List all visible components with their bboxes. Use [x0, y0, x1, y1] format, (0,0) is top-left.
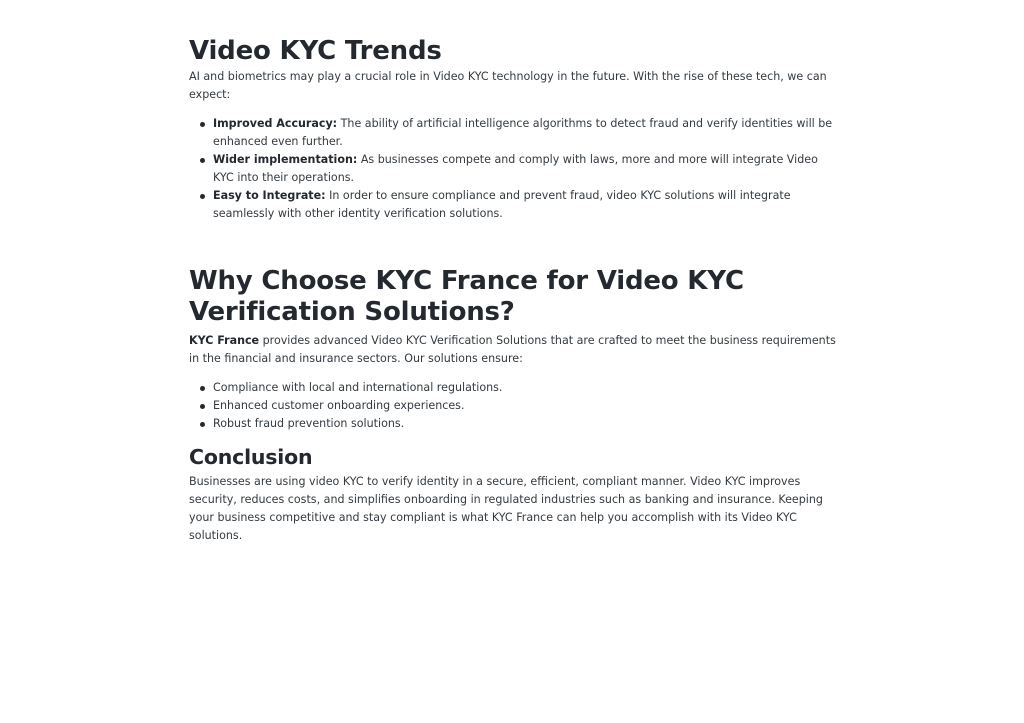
list-item: Compliance with local and international regulations. — [213, 379, 837, 397]
list-item-text: In order to ensure compliance and prevent fraud, video KYC solutions will integrate seamlessly with other identity verification solutions. — [213, 189, 791, 220]
intro-text: provides advanced Video KYC Verification Solutions that are crafted to meet the business requirements in the financial and insurance sectors. Our solutions ensure: — [189, 334, 836, 365]
list-item: Robust fraud prevention solutions. — [213, 415, 837, 433]
list-item-label: Easy to Integrate: — [213, 189, 326, 202]
list-item: Enhanced customer onboarding experiences. — [213, 397, 837, 415]
section-title-why-choose: Why Choose KYC France for Video KYC Verification Solutions? — [189, 266, 744, 327]
trends-list — [189, 115, 837, 223]
section-intro-why — [189, 332, 837, 368]
list-item-text: As businesses compete and comply with laws, more and more will integrate Video KYC into their operations. — [213, 153, 818, 184]
list-item — [213, 115, 837, 151]
list-item — [213, 151, 837, 187]
section-title-video-kyc-trends: Video KYC Trends — [189, 36, 442, 66]
benefits-list — [189, 379, 837, 433]
list-item-text: The ability of artificial intelligence algorithms to detect fraud and verify identities will be enhanced even further. — [213, 117, 833, 148]
list-item — [213, 187, 837, 223]
conclusion-paragraph: Businesses are using video KYC to verify identity in a secure, efficient, compliant manner. Video KYC improves security, reduces costs, and simplifies onboarding in regulated industries such as banking and insurance. Keeping your business competitive and stay compliant is what KYC France can help you accomplish with its Video KYC solutions. — [189, 475, 823, 542]
article-content — [189, 36, 837, 545]
brand-name: KYC France — [189, 334, 260, 347]
list-item-label: Improved Accuracy: — [213, 117, 338, 130]
list-item-label: Wider implementation: — [213, 153, 358, 166]
section-intro-trends: AI and biometrics may play a crucial role in Video KYC technology in the future. With the rise of these tech, we can expect: — [189, 70, 827, 101]
section-title-conclusion: Conclusion — [189, 445, 313, 469]
